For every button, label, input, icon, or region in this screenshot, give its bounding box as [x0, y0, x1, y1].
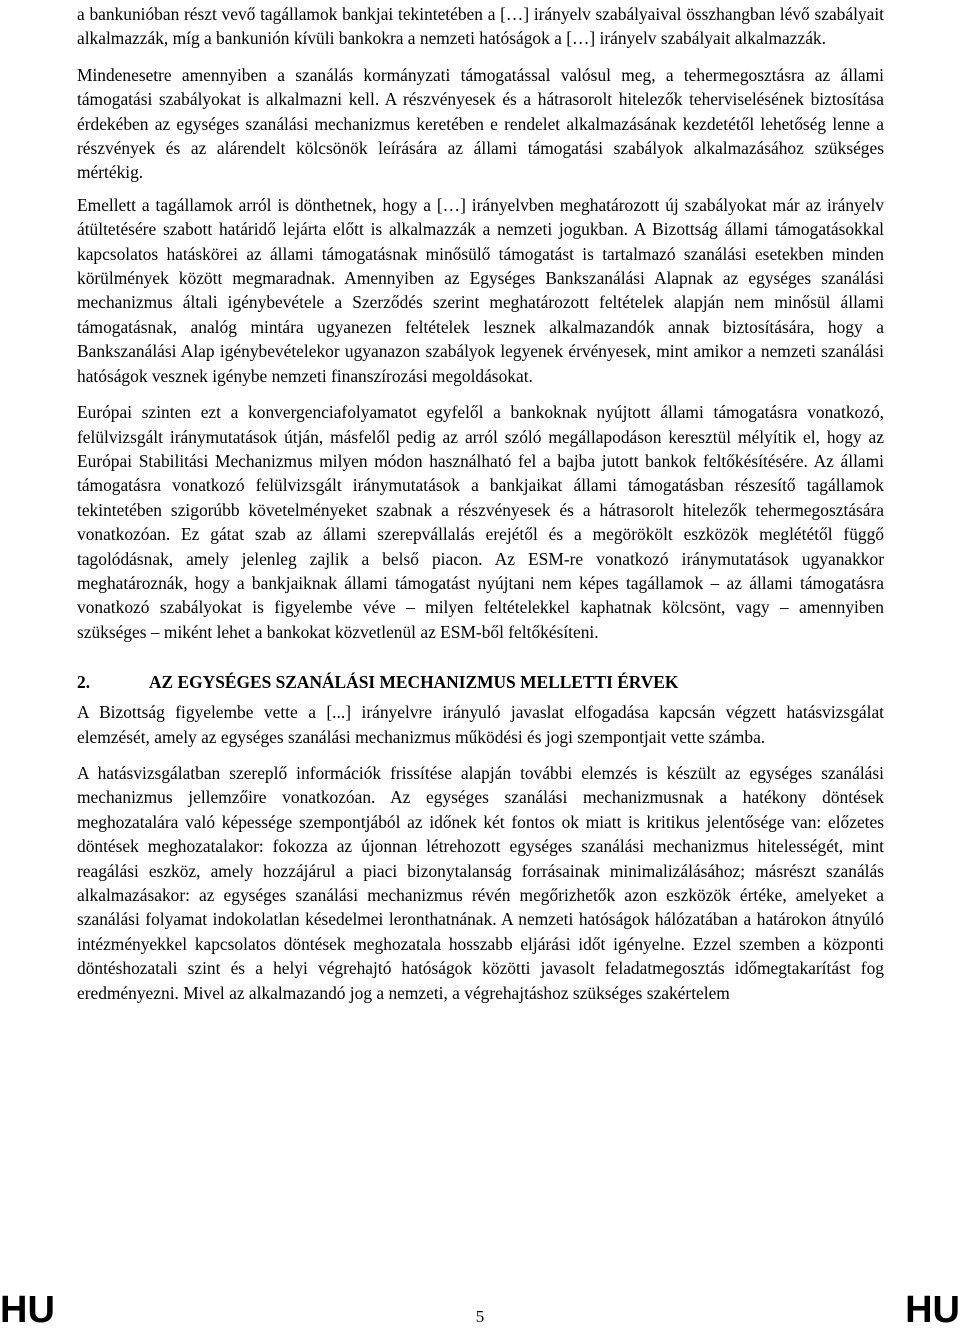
page-number: 5 [475, 1307, 485, 1326]
footer-language-right: HU [905, 1289, 960, 1331]
footer-language-left: HU [0, 1289, 55, 1331]
paragraph-burden-sharing: Mindenesetre amennyiben a szanálás kormányzati támogatással valósul meg, a tehermegosztásra az állami támogatási szabályokat is alkalmazni kell. A részvényesek és a hátrasorolt hitelezők teherviselésének biztosítása érdekében az egységes szanálási mechanizmus keretében e rendelet alkalmazásának kezdetétől lehetőség lenne a részvények és az alárendelt kölcsönök leírására az állami támogatási szabályok alkalmazásához szükséges mértékig. [77, 64, 884, 183]
section-heading [77, 670, 884, 694]
paragraph-impact-assessment: A Bizottság figyelembe vette a [...] irányelvre irányuló javaslat elfogadása kapcsán végzett hatásvizsgálat elemzését, amely az egységes szanálási mechanizmus működési és jogi szempontjait vette számba. [77, 702, 884, 747]
paragraph-bankunion-rules: a bankunióban részt vevő tagállamok bankjai tekintetében a […] irányelv szabályaival összhangban lévő szabályait alkalmazzák, míg a bankunión kívüli bankokra a nemzeti hatóságok a […] irányelv szabályait alkalmazzák. [77, 4, 884, 49]
section-title: AZ EGYSÉGES SZANÁLÁSI MECHANIZMUS MELLETTI ÉRVEK [149, 672, 679, 693]
paragraph-member-states: Emellett a tagállamok arról is dönthetnek, hogy a […] irányelvben meghatározott új szabályokat már az irányelv átültetésére szabott határidő lejárta előtt is alkalmazzák a nemzeti jogukban. A Bizottság állami támogatásokkal kapcsolatos hatáskörei az állami támogatásnak minősülő támogatást is tartalmazó szanálási esetekben minden körülmények között megmaradnak. Amennyiben az Egységes Bankszanálási Alapnak az egységes szanálási mechanizmus általi igénybevétele a Szerződés szerint meghatározott feltételek alapján nem minősül állami támogatásnak, analóg mintára ugyanezen feltételek lesznek alkalmazandók annak biztosítására, hogy a Bankszanálási Alap igénybevételekor ugyanazon szabályok legyenek érvényesek, mint amikor a nemzeti szanálási hatóságok vesznek igénybe nemzeti finanszírozási megoldásokat. [77, 194, 884, 386]
paragraph-further-analysis: A hatásvizsgálatban szereplő információk frissítése alapján további elemzés is készült az egységes szanálási mechanizmus jellemzőire vonatkozóan. Az egységes szanálási mechanizmusnak a hatékony döntések meghozatalára való képessége szempontjából az időnek két fontos ok miatt is kritikus jelentősége van: előzetes döntések meghozatalakor: fokozza az újonnan létrehozott egységes szanálási mechanizmus hitelességét, mint reagálási eszköz, amely hozzájárul a piaci bizonytalanság forrásainak minimalizálásához; másrészt szanálás alkalmazásakor: az egységes szanálási mechanizmus révén megőrizhetők azon eszközök értéke, amelyeket a szanálási folyamat indokolatlan késedelmei leronthatnának. A nemzeti hatóságok hálózatában a határokon átnyúló intézményekkel kapcsolatos döntések meghozatala hosszabb eljárási időt igényelne. Ezzel szemben a központi döntéshozatali szint és a helyi végrehajtó hatóságok közötti javasolt feladatmegosztás időmegtakarítást fog eredményezni. Mivel az alkalmazandó jog a nemzeti, a végrehajtáshoz szükséges szakértelem [77, 762, 884, 1003]
paragraph-european-convergence: Európai szinten ezt a konvergenciafolyamatot egyfelől a bankoknak nyújtott állami támogatásra vonatkozó, felülvizsgált iránymutatások útján, másfelől pedig az arról szóló megállapodáson keresztül mélyítik el, hogy az Európai Stabilitási Mechanizmus milyen módon használható fel a bajba jutott bankok feltőkésítésére. Az állami támogatásra vonatkozó felülvizsgált iránymutatások a bankjaikat állami támogatásban részesítő tagállamok tekintetében szigorúbb követelményeket szabnak a részvényesek és a hátrasorolt hitelezők tehermegosztására vonatkozóan. Ez gátat szab az állami szerepvállalás erejétől és a megörökölt eszközök meglététől függő tagolódásnak, amely jelenleg zajlik a belső piacon. Az ESM-re vonatkozó iránymutatások ugyanakkor meghatároznák, hogy a bankjaiknak állami támogatást nyújtani nem képes tagállamok – az állami támogatásra vonatkozó szabályokat is figyelembe véve – milyen feltételekkel kaphatnak kölcsönt, vagy – amennyiben szükséges – miként lehet a bankokat közvetlenül az ESM-ből feltőkésíteni. [77, 402, 884, 642]
section-number: 2. [77, 672, 91, 693]
document-body [77, 2, 884, 1005]
